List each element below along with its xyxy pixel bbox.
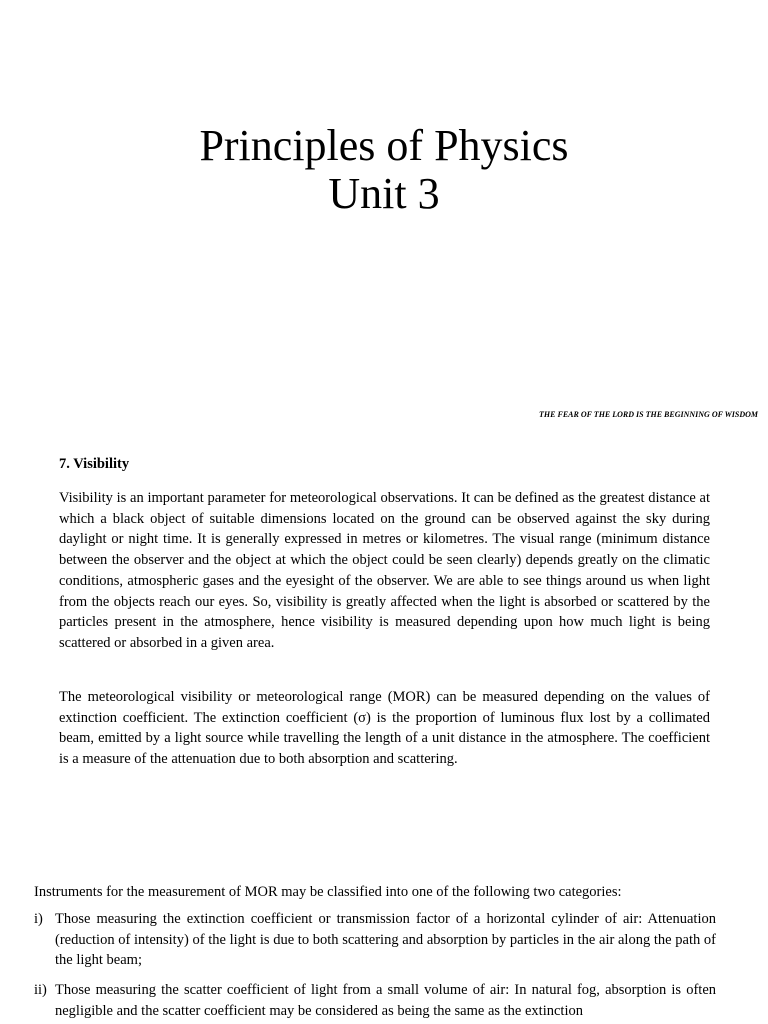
paragraph-visibility-definition: Visibility is an important parameter for meteorological observations. It can be defined as the greatest distance at which a black object of suitable dimensions located on the ground can be observed against the sky during daylight or night time. It is generally expressed in metres or kilometres. The visual range (minimum distance between the observer and the object at which the object could be seen clearly) depends greatly on the climatic conditions, atmospheric gases and the eyesight of the observer. We are able to see things around us when light from the objects reach our eyes. So, visibility is greatly affected when the light is absorbed or scattered by the particles present in the atmosphere, hence visibility is measured depending upon how much light is being scattered or absorbed in a given area.: [59, 490, 710, 651]
document-title: [0, 122, 768, 218]
motto-text: THE FEAR OF THE LORD IS THE BEGINNING OF WISDOM: [539, 410, 758, 419]
list-marker: ii): [34, 982, 47, 998]
list-marker: i): [34, 911, 43, 927]
instruments-intro: Instruments for the measurement of MOR may be classified into one of the following two categories:: [34, 884, 622, 900]
title-line-1: Principles of Physics: [199, 121, 569, 170]
paragraph-mor-definition: The meteorological visibility or meteorological range (MOR) can be measured depending on the values of extinction coefficient. The extinction coefficient (σ) is the proportion of luminous flux lost by a collimated beam, emitted by a light source while travelling the length of a unit distance in the atmosphere. The coefficient is a measure of the attenuation due to both absorption and scattering.: [59, 689, 710, 768]
title-line-2: Unit 3: [328, 169, 440, 218]
list-item-text: Those measuring the extinction coefficient or transmission factor of a horizontal cylinder of air: Attenuation (reduction of intensity) of the light is due to both scattering and absorption by particles in the air along the path of the light beam;: [55, 911, 716, 969]
list-item-text: Those measuring the scatter coefficient of light from a small volume of air: In natural fog, absorption is often negligible and the scatter coefficient may be considered as being the same as the extinction: [55, 982, 716, 1019]
section-heading: 7. Visibility: [59, 456, 130, 472]
list-item: [34, 980, 716, 1021]
list-item: [34, 909, 716, 971]
